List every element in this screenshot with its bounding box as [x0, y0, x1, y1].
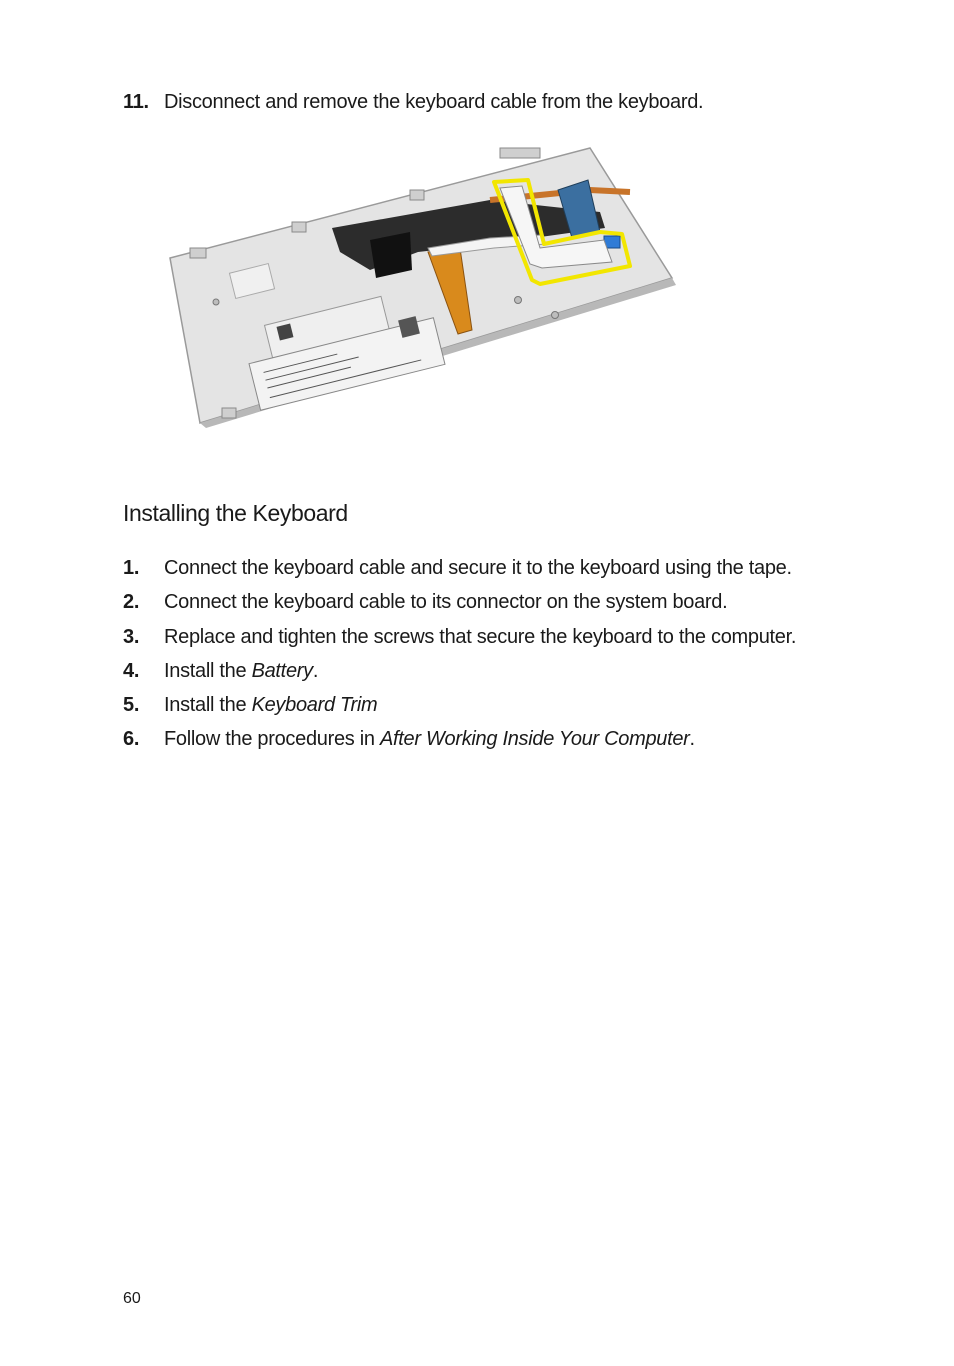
step-number: 1.: [123, 557, 140, 579]
step-text: Follow the procedures in After Working Inside Your Computer.: [164, 728, 695, 750]
section-title: Installing the Keyboard: [123, 500, 348, 526]
step-text: Disconnect and remove the keyboard cable from the keyboard.: [164, 91, 704, 113]
step-text: Install the Battery.: [164, 660, 319, 682]
keyboard-trim-link[interactable]: Keyboard Trim: [251, 694, 378, 716]
page-number: 60: [123, 1290, 141, 1307]
step-number: 11.: [123, 91, 149, 113]
keyboard-underside-photo: [160, 140, 690, 440]
step-text: Connect the keyboard cable to its connector on the system board.: [164, 591, 728, 613]
step-number: 6.: [123, 728, 140, 750]
after-working-link[interactable]: After Working Inside Your Computer: [379, 728, 690, 750]
step-number: 5.: [123, 694, 140, 716]
step-text: Replace and tighten the screws that secure the keyboard to the computer.: [164, 626, 797, 648]
battery-link[interactable]: Battery: [251, 660, 313, 682]
step-number: 4.: [123, 660, 140, 682]
step-text: Connect the keyboard cable and secure it to the keyboard using the tape.: [164, 557, 792, 579]
step-number: 2.: [123, 591, 140, 613]
step-number: 3.: [123, 626, 140, 648]
step-text: Install the Keyboard Trim: [164, 694, 378, 716]
